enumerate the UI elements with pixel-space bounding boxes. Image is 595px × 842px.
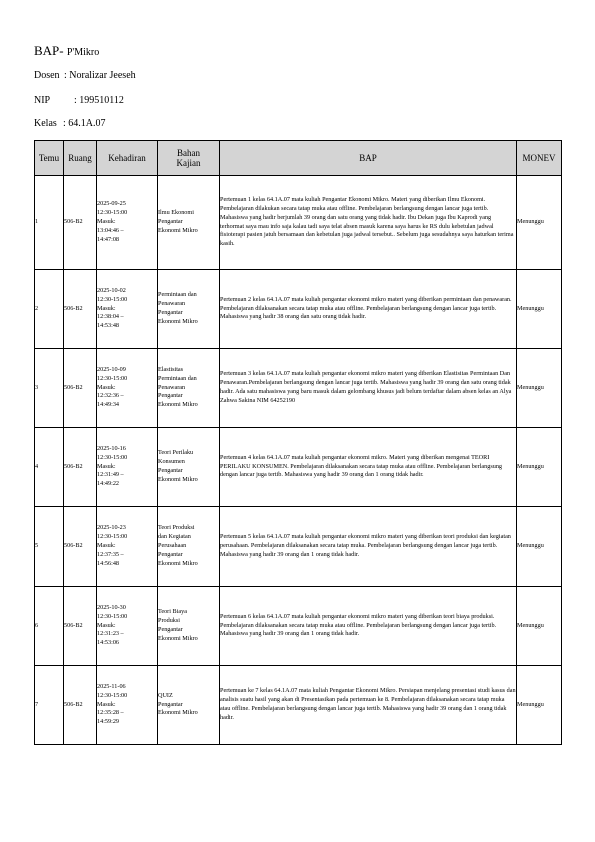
bahan-line: Produksi: [158, 617, 181, 625]
table-row: [35, 270, 562, 349]
monev-cell: Menunggu: [517, 349, 562, 428]
kehadiran-cell: [97, 507, 158, 587]
kehadiran-masuk: Masuk:: [97, 462, 116, 470]
kehadiran-in: 12:31:23 –: [97, 630, 124, 638]
kehadiran-masuk: Masuk:: [97, 700, 116, 708]
ruang-cell: 506-B2: [64, 428, 97, 507]
kehadiran-date: 2025-10-23: [97, 524, 126, 532]
monev-cell: Menunggu: [517, 666, 562, 745]
bahan-line: Ekonomi Mikro: [158, 226, 198, 234]
kehadiran-time: 12:30-15:00: [97, 453, 128, 461]
table-row: [35, 587, 562, 666]
bahan-kajian-cell: [158, 587, 220, 666]
bahan-line: dan Kegiatan: [158, 533, 191, 541]
bahan-line: Elastisitas: [158, 365, 184, 373]
bahan-kajian-cell: [158, 270, 220, 349]
bahan-line: Pengantar: [158, 700, 183, 708]
bahan-kajian-cell: [158, 349, 220, 428]
temu-cell: 1: [35, 176, 64, 270]
kehadiran-masuk: Masuk:: [97, 383, 116, 391]
nip-value: : 199510112: [74, 95, 124, 106]
kehadiran-cell: [97, 349, 158, 428]
header-bap: BAP: [220, 141, 517, 176]
kehadiran-in: 13:04:46 –: [97, 226, 124, 234]
kehadiran-date: 2025-10-09: [97, 365, 126, 373]
document-title: [34, 42, 99, 60]
dosen-line: [34, 70, 136, 81]
kehadiran-cell: [97, 428, 158, 507]
kehadiran-in: 12:31:49 –: [97, 471, 124, 479]
temu-cell: 6: [35, 587, 64, 666]
bahan-line: Pengantar: [158, 550, 183, 558]
kehadiran-date: 2025-10-02: [97, 286, 126, 294]
kehadiran-date: 2025-10-30: [97, 603, 126, 611]
header-bahan-line1: Bahan: [177, 147, 200, 158]
bap-cell: Pertemuan 6 kelas 64.1A.07 mata kuliah pengantar ekonomi mikro materi yang diberikan teori biaya produksi. Pembelajaran dilaksanakan secara tatap muka atau offline. Pembelajaran berlangsung dengan lancar juga tertib. Mahasiswa yang hadir 39 orang dan 1 orang tidak hadir.: [220, 587, 517, 666]
nip-line: [34, 95, 124, 106]
kehadiran-time: 12:30-15:00: [97, 209, 128, 217]
kehadiran-masuk: Masuk:: [97, 621, 116, 629]
title-prefix: BAP-: [34, 43, 67, 58]
nip-label: NIP: [34, 95, 51, 106]
bap-cell: Pertemuan 1 kelas 64.1A.07 mata kuliah Pengantar Ekonomi Mikro. Materi yang diberikan Ilmu Ekonomi. Pembelajaran dilakukan secara tatap muka atau offline. Pembelajaran berlangsung dengan lancar juga tertib. Mahasiswa yang hadir berjumlah 39 orang dan satu orang yang tidak hadir. Ibu Dekan juga Ibu Kaprodi yang terhormat saya mau info saja kalau tadi saya telat absen masuk karena saya harus ke RS dulu kebetulan jadwal fisioterapi pasien jatuh bersamaan dan kebetulan juga jadwal tersebut.. Sebelum juga sesudahnya saya haturkan terima kasih.: [220, 176, 517, 270]
kehadiran-time: 12:30-15:00: [97, 374, 128, 382]
kehadiran-out: 14:53:06: [97, 639, 120, 647]
bahan-line: Perusahaan: [158, 542, 187, 549]
bahan-line: Pengantar: [158, 218, 183, 225]
kehadiran-date: 2025-09-25: [97, 200, 126, 208]
kehadiran-date: 2025-11-06: [97, 682, 126, 690]
kehadiran-out: 14:59:29: [97, 718, 120, 726]
bahan-line: Permintaan dan: [158, 291, 197, 299]
kehadiran-in: 12:38:04 –: [97, 313, 124, 321]
bahan-line: Penawaran: [158, 300, 186, 308]
ruang-cell: 506-B2: [64, 587, 97, 666]
dosen-label: Dosen: [34, 70, 60, 81]
bahan-line: Penawaran: [158, 383, 186, 391]
bap-table: [34, 140, 562, 745]
temu-cell: 7: [35, 666, 64, 745]
bahan-line: Teori Perilaku: [158, 449, 194, 457]
header-monev: MONEV: [517, 141, 562, 176]
table-row: [35, 349, 562, 428]
bap-cell: Pertemuan 3 kelas 64.1A.07 mata kuliah pengantar ekonomi mikro materi yang diberikan Elastisitas Permintaan Dan Penawaran.Pembelajaran berlangsung dengan lancar juga tertib. Mahasiswa yang hadir 39 orang dan satu orang tidak hadir. Ada satu mahasiswa yang baru masuk dalam gelombang khusus jadi belum terdaftar dalam absen kelas an Alya Zahwa Sakina NIM 64252190: [220, 349, 517, 428]
bahan-line: Ekonomi Mikro: [158, 559, 198, 567]
kehadiran-time: 12:30-15:00: [97, 612, 128, 620]
kehadiran-cell: [97, 270, 158, 349]
header-ruang: Ruang: [64, 141, 97, 176]
kehadiran-cell: [97, 587, 158, 666]
table-row: [35, 176, 562, 270]
bahan-line: Pengantar: [158, 392, 183, 400]
bap-cell: Pertemuan 2 kelas 64.1A.07 mata kuliah pengantar ekonomi mikro materi yang diberikan permintaan dan penawaran. Pembelajaran dilaksanakan secara tatap muka atau offline. Pembelajaran berlangsung dengan lancar juga tertib. Mahasiswa yang hadir 38 orang dan satu orang tidak hadir.: [220, 270, 517, 349]
bahan-line: Ekonomi Mikro: [158, 709, 198, 717]
kehadiran-in: 12:32:36 –: [97, 392, 124, 400]
ruang-cell: 506-B2: [64, 666, 97, 745]
kehadiran-out: 14:53:48: [97, 322, 120, 330]
ruang-cell: 506-B2: [64, 176, 97, 270]
bahan-line: Ekonomi Mikro: [158, 634, 198, 642]
temu-cell: 2: [35, 270, 64, 349]
bap-cell: Pertemuan 5 kelas 64.1A.07 mata kuliah pengantar ekonomi mikro materi yang diberikan teori produksi dan kegiatan perusahaan. Pembelajaran dilaksanakan secara tatap muka. Pembelajaran berlangsung dengan lancar juga tertib. Mahasiswa yang hadir 39 orang dan 1 orang tidak hadir.: [220, 507, 517, 587]
bahan-line: Permintaan dan: [158, 374, 197, 382]
kehadiran-out: 14:47:08: [97, 235, 120, 243]
kehadiran-date: 2025-10-16: [97, 444, 126, 452]
kehadiran-cell: [97, 176, 158, 270]
kelas-line: [34, 118, 106, 129]
bap-cell: Pertemuan 4 kelas 64.1A.07 mata kuliah pengantar ekonomi mikro. Materi yang diberikan mengenai TEORI PERILAKU KONSUMEN. Pembelajaran dilaksanakan secara tatap muka atau offline. Pembelajaran berlangsung dengan lancar juga tertib. Mahasiswa yang hadir 39 orang dan 1 orang tidak hadir.: [220, 428, 517, 507]
ruang-cell: 506-B2: [64, 349, 97, 428]
table-row: [35, 507, 562, 587]
bahan-line: Ekonomi Mikro: [158, 317, 198, 325]
ruang-cell: 506-B2: [64, 270, 97, 349]
kehadiran-time: 12:30-15:00: [97, 533, 128, 541]
table-row: [35, 666, 562, 745]
temu-cell: 4: [35, 428, 64, 507]
bahan-kajian-cell: [158, 428, 220, 507]
kehadiran-out: 14:56:48: [97, 559, 120, 567]
kehadiran-out: 14:49:22: [97, 480, 120, 488]
kehadiran-masuk: Masuk:: [97, 542, 116, 549]
bahan-line: Pengantar: [158, 467, 183, 474]
bahan-line: Teori Biaya: [158, 608, 187, 616]
temu-cell: 5: [35, 507, 64, 587]
header-bahan-kajian: [158, 141, 220, 176]
bahan-line: Ekonomi Mikro: [158, 401, 198, 409]
bahan-kajian-cell: [158, 176, 220, 270]
bahan-line: Ilmu Ekonomi: [158, 209, 194, 217]
kehadiran-masuk: Masuk:: [97, 218, 116, 225]
kehadiran-masuk: Masuk:: [97, 304, 116, 312]
monev-cell: Menunggu: [517, 587, 562, 666]
header-temu: Temu: [35, 141, 64, 176]
bap-cell: Pertemuan ke 7 kelas 64.1A.07 mata kuliah Pengantar Ekonomi Mikro. Persiapan menjelang presentasi studi kasus dan analisis suatu hasil yang akan di Presentasikan pada pertemuan ke 8. Pembelajaran dilaksanakan secara tatap muka atau offline. Pembelajaran berlangsung dengan lancar juga tertib. Mahasiswa yang hadir 39 orang dan 1 orang tidak hadir.: [220, 666, 517, 745]
kehadiran-out: 14:49:34: [97, 401, 120, 409]
table-header-row: [35, 141, 562, 176]
header-bahan-line2: Kajian: [176, 158, 201, 168]
ruang-cell: 506-B2: [64, 507, 97, 587]
monev-cell: Menunggu: [517, 428, 562, 507]
bahan-line: Konsumen: [158, 458, 185, 466]
monev-cell: Menunggu: [517, 176, 562, 270]
bahan-line: QUIZ: [158, 691, 173, 699]
kehadiran-in: 12:35:28 –: [97, 709, 124, 717]
monev-cell: Menunggu: [517, 507, 562, 587]
kehadiran-time: 12:30-15:00: [97, 691, 128, 699]
bahan-kajian-cell: [158, 666, 220, 745]
kehadiran-time: 12:30-15:00: [97, 295, 128, 303]
title-course: P'Mikro: [66, 47, 100, 58]
kelas-value: : 64.1A.07: [63, 118, 106, 129]
bahan-line: Pengantar: [158, 309, 183, 316]
kelas-label: Kelas: [34, 118, 57, 129]
kehadiran-cell: [97, 666, 158, 745]
dosen-value: : Noralizar Jeeseh: [64, 70, 136, 81]
bahan-line: Ekonomi Mikro: [158, 475, 198, 483]
monev-cell: Menunggu: [517, 270, 562, 349]
table-row: [35, 428, 562, 507]
kehadiran-in: 12:37:35 –: [97, 550, 124, 558]
header-kehadiran: Kehadiran: [97, 141, 158, 176]
bahan-kajian-cell: [158, 507, 220, 587]
bahan-line: Teori Produksi: [158, 524, 195, 532]
temu-cell: 3: [35, 349, 64, 428]
bahan-line: Pengantar: [158, 626, 183, 633]
